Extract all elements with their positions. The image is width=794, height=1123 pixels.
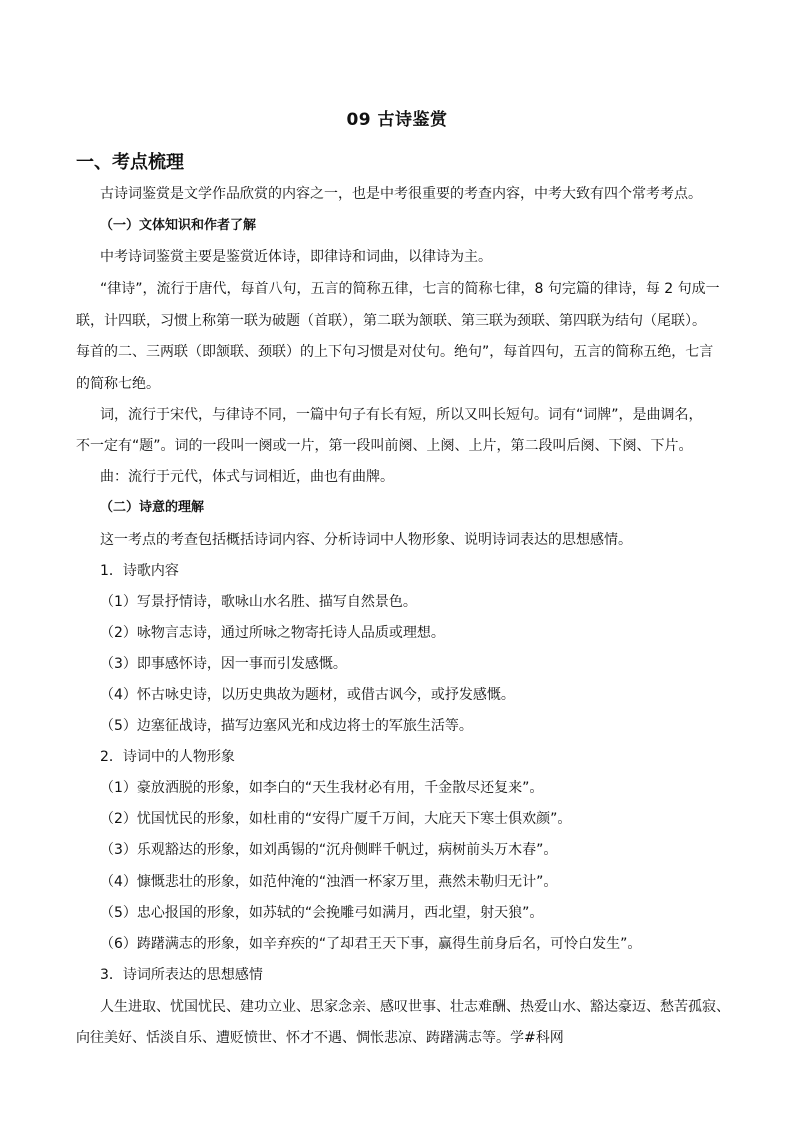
- list-item: （5）忠心报国的形象，如苏轼的“会挽雕弓如满月，西北望，射天狼”。: [100, 905, 544, 921]
- list-item: （2）忧国忧民的形象，如杜甫的“安得广厦千万间，大庇天下寒士俱欢颜”。: [100, 811, 572, 827]
- section-heading: 一、考点梳理: [76, 152, 184, 173]
- list-item: （5）边塞征战诗，描写边塞风光和戍边将士的军旅生活等。: [100, 718, 473, 734]
- list-item: （1）豪放洒脱的形象，如李白的“天生我材必有用，千金散尽还复来”。: [100, 780, 544, 796]
- paragraph-line: “律诗”，流行于唐代，每首八句，五言的简称五律，七言的简称七律，8 句完篇的律诗，每 2 句成一: [100, 281, 720, 297]
- paragraph-line: 每首的二、三两联（即颔联、颈联）的上下句习惯是对仗句。绝句”，每首四句，五言的简称五绝，七言: [76, 344, 714, 360]
- paragraph-line: 这一考点的考查包括概括诗词内容、分析诗词中人物形象、说明诗词表达的思想感情。: [100, 532, 632, 548]
- list-item: （1）写景抒情诗，歌咏山水名胜、描写自然景色。: [100, 594, 417, 610]
- intro-paragraph: 古诗词鉴赏是文学作品欣赏的内容之一，也是中考很重要的考查内容，中考大致有四个常考考点。: [100, 186, 702, 202]
- list-item: （4）怀古咏史诗，以历史典故为题材，或借古讽今，或抒发感慨。: [100, 687, 515, 703]
- paragraph-line: 曲：流行于元代，体式与词相近，曲也有曲牌。: [100, 469, 394, 485]
- paragraph-line: 人生进取、忧国忧民、建功立业、思家念亲、感叹世事、壮志难酬、热爱山水、豁达豪迈、愁苦孤寂、: [100, 999, 730, 1015]
- paragraph-line: 的简称七绝。: [76, 376, 160, 392]
- subheading-1: （一）文体知识和作者了解: [100, 218, 257, 233]
- list-item: （6）踌躇满志的形象，如辛弃疾的“了却君王天下事，赢得生前身后名，可怜白发生”。: [100, 936, 642, 952]
- paragraph-line: 向往美好、恬淡自乐、遭贬愤世、怀才不遇、惆怅悲凉、踌躇满志等。学#科网: [76, 1030, 564, 1046]
- list-heading: 2．诗词中的人物形象: [100, 749, 235, 765]
- paragraph-line: 中考诗词鉴赏主要是鉴赏近体诗，即律诗和词曲，以律诗为主。: [100, 249, 492, 265]
- list-item: （3）乐观豁达的形象，如刘禹锡的“沉舟侧畔千帆过，病树前头万木春”。: [100, 842, 558, 858]
- paragraph-line: 不一定有“题”。词的一段叫一阕或一片，第一段叫前阕、上阕、上片，第二段叫后阕、下阕、下片。: [76, 438, 693, 454]
- page-title: 09 古诗鉴赏: [346, 110, 448, 130]
- list-item: （2）咏物言志诗，通过所咏之物寄托诗人品质或理想。: [100, 625, 445, 641]
- subheading-2: （二）诗意的理解: [100, 500, 205, 515]
- list-heading: 1．诗歌内容: [100, 563, 179, 579]
- list-item: （4）慷慨悲壮的形象，如范仲淹的“浊酒一杯家万里，燕然未勒归无计”。: [100, 874, 558, 890]
- list-heading: 3．诗词所表达的思想感情: [100, 967, 263, 983]
- paragraph-line: 联，计四联，习惯上称第一联为破题（首联），第二联为颔联、第三联为颈联、第四联为结句（尾联）。: [76, 313, 706, 329]
- list-item: （3）即事感怀诗，因一事而引发感慨。: [100, 656, 347, 672]
- paragraph-line: 词，流行于宋代，与律诗不同，一篇中句子有长有短，所以又叫长短句。词有“词牌”，是曲调名，: [100, 407, 703, 423]
